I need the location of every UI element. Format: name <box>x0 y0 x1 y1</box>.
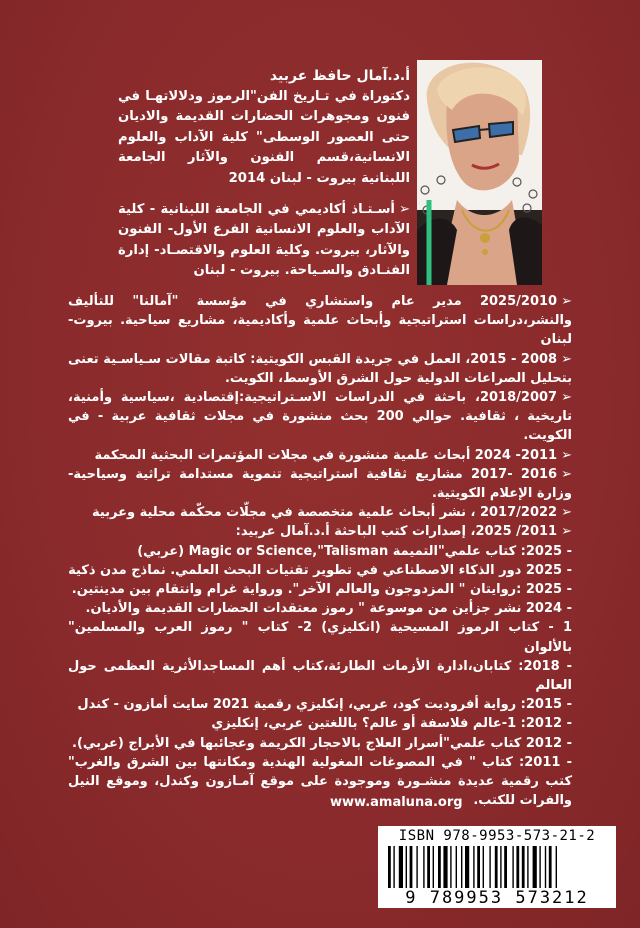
list-item-text: 2011- 2024 أبحاث علمية منشورة في مجلات المؤتمرات البحثية المحكمة <box>94 447 558 463</box>
list-item-text: 2011/ 2025، إصدارات كتب الباحثة أ.د.آمال عربيد: <box>235 524 558 540</box>
list-item <box>68 503 572 522</box>
arrow-bullet-icon: ➢ <box>561 505 572 521</box>
list-item-text: 2018/2007، باحثة في الدراسات الاسـتراتيجية:إقتصادية ،سياسية وأمنية، تاريخية ، ثقافية. حوالي 200 بحث منشورة في مجلات ثقافية عربية - في الكويت. <box>68 390 572 444</box>
author-photo <box>417 60 542 285</box>
publication-item: - 2025 دور الذكاء الاصطناعي في تطوير تقنيات البحث العلمي. نماذج مدن ذكية <box>68 562 572 578</box>
list-item <box>68 350 572 388</box>
author-name: أ.د.آمال حافظ عربيد <box>269 68 410 84</box>
publication-item: 1 - كتاب الرموز المسيحية (انكليزي) 2- كتاب " رموز العرب والمسلمين" بالألوان <box>68 620 573 655</box>
list-item <box>68 522 572 541</box>
website-url: www.amaluna.org <box>330 795 463 810</box>
arrow-bullet-icon: ➢ <box>561 351 572 367</box>
list-item-text: 2016 -2017 مشاريع ثقافية استراتيجية تنموية مستدامة تراثية وسياحية- وزارة الإعلام الكويتية. <box>68 466 572 502</box>
publication-item: - 2015: رواية أفروديت كود، عربي، إنكليزي رقمية 2021 سايت أمازون - كندل <box>77 697 572 713</box>
author-degree: دكتوراة في تـاريخ الفن"الرموز ودلالاتهـا في فنون ومجوهرات الحضارات القديمة والاديان حتى العصور الوسطى" كلية الآداب والعلوم الانسانية،قسم الفنون والآثار الجامعة اللبنانية بيروت - لبنان 2014 <box>118 88 410 186</box>
list-item <box>68 292 572 350</box>
publication-item: - 2025 :روايتان " المزدوجون والعالم الآخر". ورواية غرام وانتقام بين مدينتين. <box>71 582 572 598</box>
publication-item: - 2024 نشر جزأين من موسوعة " رموز معتقدات الحضارات القديمة والأديان. <box>85 601 572 617</box>
publication-item: - 2012: 1-عالم فلاسفة أو عالم؟ باللغتين عربي، إنكليزي <box>211 716 572 732</box>
list-item <box>68 446 572 465</box>
list-item <box>68 465 572 503</box>
list-item-text: 2008 - 2015، العمل في جريدة القبس الكويتية: كاتبة مقالات سـياسـية تعنى بتحليل الصراعات الدولية حول الشرق الأوسط، الكويت. <box>68 351 572 386</box>
list-item-text: 2017/2022 ، نشر أبحاث علمية متخصصة في مجلّات محكّمة محلية وعربية <box>91 505 558 521</box>
barcode-bars-icon <box>388 846 606 888</box>
publication-item: - 2018: كتابان،ادارة الأزمات الطارئة،كتاب أهم المساجدالأثرية العظمى حول العالم <box>68 658 573 694</box>
arrow-bullet-icon: ➢ <box>398 201 410 217</box>
publication-item: - 2011: كتاب " في المصوغات المغولية الهندية ومكانتها بين الشرق والغرب" كتب رقمية عديدة منشـورة وموجودة على موقع آمـازون وكندل، وموقع النيل والفرات للكتب. <box>68 754 572 809</box>
isbn-digits: 9 789953 573212 <box>405 888 589 908</box>
isbn-barcode <box>378 826 616 908</box>
career-list <box>68 292 572 810</box>
author-position-text: أسـتـاذ أكاديمي في الجامعة اللبنانية - كلية الآداب والعلوم الانسانية الفرع الأول- الفنون والآثار، بيروت. وكلية العلوم والاقتصـاد- إدارة الفنـادق والسـياحة. بيروت - لبنان <box>118 201 410 279</box>
publication-item: - 2012 كتاب علمي"أسرار العلاج بالاحجار الكريمة وعجائبها في الأبراج (عربي). <box>72 735 572 751</box>
arrow-bullet-icon: ➢ <box>561 447 572 463</box>
arrow-bullet-icon: ➢ <box>561 466 572 482</box>
publication-item: - 2025: كتاب علمي"التميمة Magic or Science,"Talisman (عربي) <box>137 543 572 559</box>
list-item-text: 2025/2010 مدير عام واستشاري في مؤسسة "آمالنا" للتأليف والنشر،دراسات استراتيجية وأبحاث علمية وأكاديمية، مشاريع سياحية. بيروت- لبنان <box>68 294 572 348</box>
isbn-label: ISBN 978-9953-573-21-2 <box>398 828 596 844</box>
list-item <box>68 388 572 446</box>
author-bio <box>118 66 410 282</box>
arrow-bullet-icon: ➢ <box>561 524 572 540</box>
arrow-bullet-icon: ➢ <box>561 294 572 309</box>
author-position <box>118 200 410 282</box>
arrow-bullet-icon: ➢ <box>561 390 572 406</box>
